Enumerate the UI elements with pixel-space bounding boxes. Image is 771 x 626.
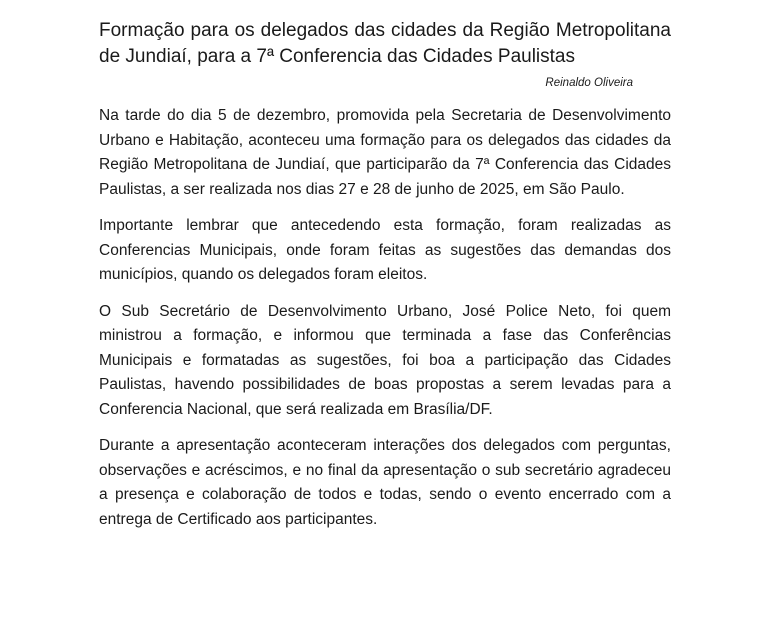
article-title: Formação para os delegados das cidades da Região Metropolitana de Jundiaí, para a 7ª Conferencia das Cidades Paulistas — [99, 20, 671, 67]
author-byline: Reinaldo Oliveira — [545, 77, 633, 89]
paragraph-1: Na tarde do dia 5 de dezembro, promovida pela Secretaria de Desenvolvimento Urbano e Habitação, aconteceu uma formação para os delegados das cidades da Região Metropolitana de Jundiaí, que participarão da 7ª Conferencia das Cidades Paulistas, a ser realizada nos dias 27 e 28 de junho de 2025, em São Paulo. — [99, 107, 671, 198]
article-body — [99, 104, 671, 532]
paragraph-2: Importante lembrar que antecedendo esta formação, foram realizadas as Conferencias Municipais, onde foram feitas as sugestões das demandas dos municípios, quando os delegados foram eleitos. — [99, 217, 671, 283]
paragraph-3: O Sub Secretário de Desenvolvimento Urbano, José Police Neto, foi quem ministrou a formação, e informou que terminada a fase das Conferências Municipais e formatadas as sugestões, foi boa a participação das Cidades Paulistas, havendo possibilidades de boas propostas a serem levadas para a Conferencia Nacional, que será realizada em Brasília/DF. — [99, 302, 671, 418]
paragraph-4: Durante a apresentação aconteceram interações dos delegados com perguntas, observações e acréscimos, e no final da apresentação o sub secretário agradeceu a presença e colaboração de todos e todas, sendo o evento encerrado com a entrega de Certificado aos participantes. — [99, 437, 671, 528]
